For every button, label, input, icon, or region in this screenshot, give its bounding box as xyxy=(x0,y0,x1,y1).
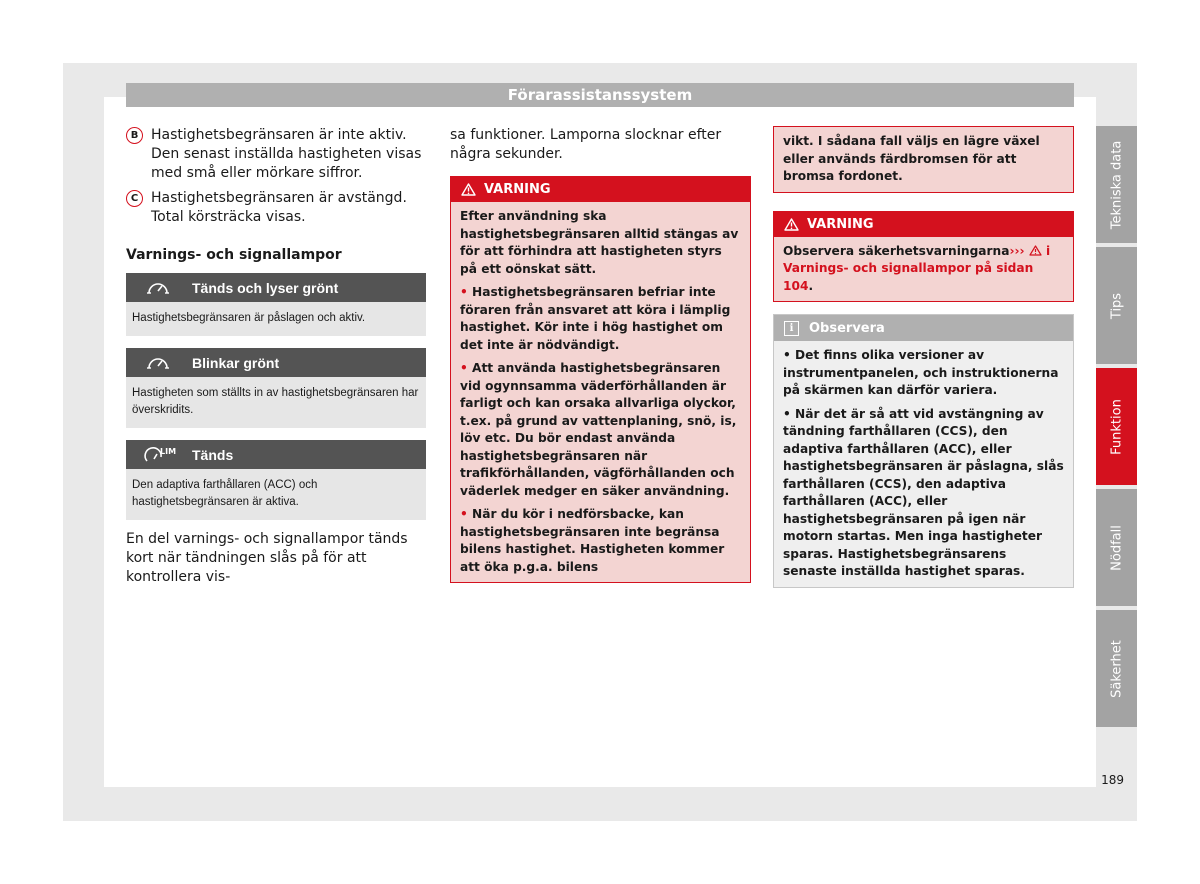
warning-box xyxy=(450,176,751,583)
warning-bullet: • Hastighetsbegränsaren befriar inte föraren från ansvaret att köra i lämplig hastighet. Kör inte i hög hastighet om det inte är nödvändigt. xyxy=(460,285,731,352)
lamp-title: Blinkar grönt xyxy=(192,354,280,371)
warning-box-2 xyxy=(773,211,1074,303)
lamp-description: Hastigheten som ställts in av hastighetsbegränsaren har överskridits. xyxy=(126,377,426,428)
bullet-icon: • xyxy=(460,361,473,375)
chapter-title: Förarassistanssystem xyxy=(126,83,1074,107)
cross-ref-link[interactable]: i Varnings- och signallampor på sidan 104 xyxy=(783,243,1051,293)
cross-ref-arrows: ››› xyxy=(1009,243,1025,258)
tab-tips[interactable]: Tips xyxy=(1096,247,1137,364)
warning-content xyxy=(451,202,750,582)
note-bullet: • När det är så att vid avstängning av tändning farthållaren (CCS), den adaptiva farthållaren (ACC), eller hastighetsbegränsaren är påslagna, slås farthållaren (CCS), den adaptiva farthållaren (ACC), eller hastighetsbegränsaren på igen när motorn startas. Men inga hastigheter sparas. Hastighetsbegränsarens senaste inställda hastighet sparas. xyxy=(783,406,1064,578)
lamp-title: Tänds xyxy=(192,446,234,463)
page-number: 189 xyxy=(1101,773,1124,787)
tab-funktion[interactable]: Funktion xyxy=(1096,368,1137,485)
svg-text:LIM: LIM xyxy=(160,446,177,456)
lamp-row-steady-green xyxy=(126,273,426,336)
warning-content: Observera säkerhetsvarningarna››› i Varnings- och signallampor på sidan 104. xyxy=(774,237,1073,302)
info-icon: i xyxy=(784,321,799,336)
warning-header xyxy=(451,177,750,202)
speed-limiter-icon xyxy=(143,278,173,298)
section-heading: Varnings- och signallampor xyxy=(126,247,342,263)
warning-continued-box xyxy=(773,126,1074,193)
bullet-icon: • xyxy=(460,507,473,521)
lamp-row-header xyxy=(126,273,426,302)
warning-continued-text: vikt. I sådana fall väljs en lägre växel eller används färdbromsen för att bromsa fordonet. xyxy=(774,127,1073,192)
column-3 xyxy=(773,126,1074,588)
note-header xyxy=(774,315,1073,341)
note-box xyxy=(773,314,1074,588)
closing-paragraph: En del varnings- och signallampor tänds kort när tändningen slås på för att kontrollera vis- xyxy=(126,531,408,585)
lamp-row-header xyxy=(126,348,426,377)
warning-intro: Efter användning ska hastighetsbegränsaren alltid stängas av för att förhindra att hastigheten styrs på ett oönskat sätt. xyxy=(460,209,739,276)
column-1 xyxy=(126,126,426,587)
speed-limiter-icon xyxy=(143,353,173,373)
lamp-row-lit xyxy=(126,440,426,520)
status-item-b xyxy=(126,126,426,183)
column-2 xyxy=(450,126,751,583)
warning-label: VARNING xyxy=(484,182,551,197)
letter-c-marker: C xyxy=(126,190,143,207)
warning-bullet: • När du kör i nedförsbacke, kan hastighetsbegränsaren inte begränsa bilens hastighet. Hastigheten kommer att öka p.g.a. bilens xyxy=(460,507,725,574)
tab-nodfall[interactable]: Nödfall xyxy=(1096,489,1137,606)
continued-paragraph: sa funktioner. Lamporna slocknar efter några sekunder. xyxy=(450,127,722,162)
warning-header xyxy=(774,212,1073,237)
acc-limiter-icon xyxy=(143,445,177,465)
status-item-c xyxy=(126,189,426,227)
warning-label: VARNING xyxy=(807,216,874,232)
letter-b-marker: B xyxy=(126,127,143,144)
lamp-title: Tänds och lyser grönt xyxy=(192,279,339,296)
bullet-icon: • xyxy=(460,285,473,299)
tab-sakerhet[interactable]: Säkerhet xyxy=(1096,610,1137,727)
warning-triangle-icon xyxy=(461,183,476,196)
lamp-description: Hastighetsbegränsaren är påslagen och aktiv. xyxy=(126,302,426,336)
tab-tekniska-data[interactable]: Tekniska data xyxy=(1096,126,1137,243)
warning-triangle-icon xyxy=(784,218,799,231)
lamp-row-blinking-green xyxy=(126,348,426,428)
warning-bullet: • Att använda hastighetsbegränsaren vid ogynnsamma väderförhållanden är farligt och kan orsaka allvarliga olyckor, t.ex. på grund av vattenplaning, snö, is, löv etc. Du bör endast använda hastighetsbegränsaren när trafikförhållanden, vägförhållanden och väderlek medger en säker användning. xyxy=(460,361,737,498)
lamp-description: Den adaptiva farthållaren (ACC) och hastighetsbegränsaren är aktiva. xyxy=(126,469,426,520)
status-item-text: Hastighetsbegränsaren är avstängd. Total körsträcka visas. xyxy=(151,190,407,225)
note-bullet: • Det finns olika versioner av instrumentpanelen, och instruktionerna på skärmen kan därför variera. xyxy=(783,348,1059,397)
lamp-row-header xyxy=(126,440,426,469)
warning-triangle-ref-icon xyxy=(1029,245,1042,256)
status-item-text: Hastighetsbegränsaren är inte aktiv. Den senast inställda hastigheten visas med små eller mörkare siffror. xyxy=(151,127,422,181)
note-label: Observera xyxy=(809,320,885,336)
note-content xyxy=(774,341,1073,587)
